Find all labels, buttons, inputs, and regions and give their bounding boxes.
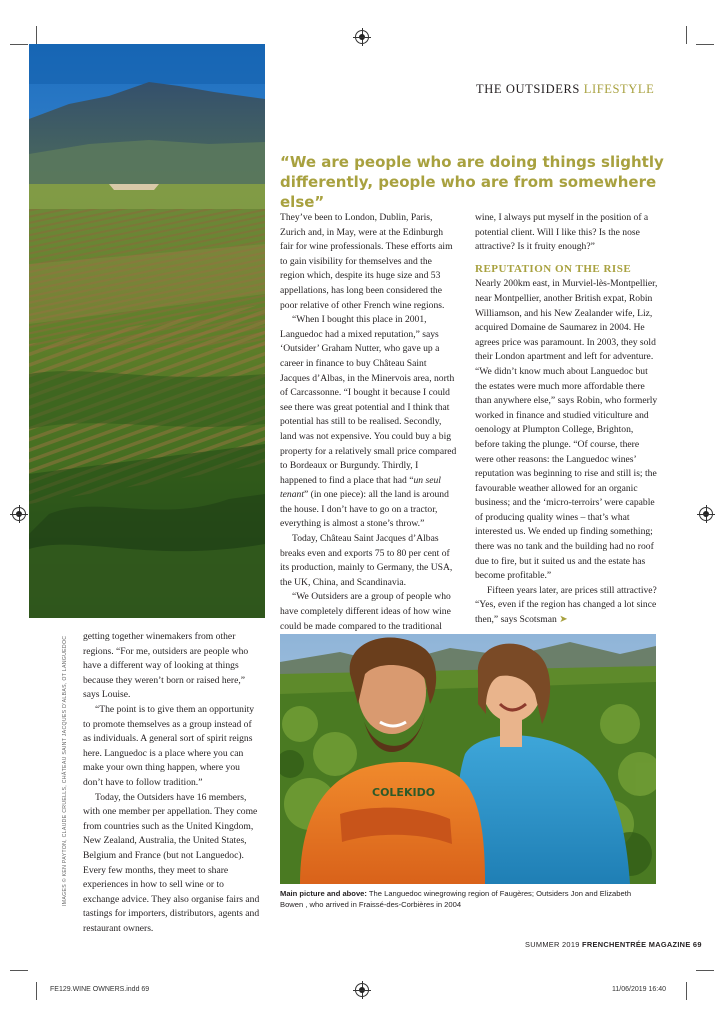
crop-mark <box>686 26 687 44</box>
paragraph-text: “When I bought this place in 2001, Languedoc had a mixed reputation,” says ‘Outsider’ Graham Nutter, who gave up a career in finance to buy Château Saint Jacques d’Albas, in the Minervois area, north of Carcassonne. “I bought it because I could see there was great potential and I think that potential has still to be realised. Secondly, land was not expensive. You could buy a big property for a relatively small price compared to Bordeaux or Burgundy. Thirdly, I happened to find a place that had “ <box>280 314 457 486</box>
french-phrase: un seul tenant <box>280 474 441 501</box>
registration-mark-icon <box>12 507 26 521</box>
paragraph: “The point is to give them an opportunity to promote themselves as a group instead of as individuals. A general sort of spirit reigns here. Languedoc is a place where you can make your own thing happen, where you don’t have to follow tradition.” <box>83 703 255 788</box>
subheading: REPUTATION ON THE RISE <box>475 262 632 275</box>
shirt-logo-text: COLEKIDO <box>372 786 436 799</box>
photo-caption <box>280 888 656 910</box>
photo-credits: IMAGES © KEN PAYTON, CLAUDE CRUELLS, CHÂTEAU SAINT JACQUES D’ALBAS, OT LANGUEDOC <box>62 635 68 906</box>
slug-filename: FE129.WINE OWNERS.indd 69 <box>50 986 150 993</box>
pull-quote: “We are people who are doing things slightly differently, people who are from somewhere else” <box>280 153 664 211</box>
paragraph: Nearly 200km east, in Murviel-lès-Montpellier, near Montpellier, another British expat, Robin Williamson, and his New Zealander wife, Liz, acquired Domaine de Saumarez in 2004. He agrees price was paramount. In 2003, they sold their London apartment and left for adventure. “We didn’t know much about Languedoc but the estates were much more affordable there than anywhere else,” says Robin, who formerly worked in finance and studied viticulture and oenology at Plumpton College, Brighton, before taking the plunge. “Of course, there were other reasons: the Languedoc wines’ reputation was beginning to rise and still is; the favourable weather allowed for an organic business; and the ‘micro-terroirs’ were capable of producing quality wines – that’s what interested us. We ended up finding something; there was no tank and the building had no roof due to fire, but it suited us and the estate has become profitable.” <box>475 278 658 582</box>
crop-mark <box>696 970 714 971</box>
section-accent: LIFESTYLE <box>583 82 655 96</box>
paragraph: Today, the Outsiders have 16 members, with one member per appellation. They come from countries such as the United Kingdom, New Zealand, Australia, the United States, Belgium and France (but not Languedoc). Every few months, they meet to share experiences in how to sell wine or to exchange advice. They also organise fairs and tastings for importers, distributors, agents and restaurant owners. <box>83 791 260 934</box>
vineyard-landscape-image <box>29 44 265 618</box>
couple-portrait-photo <box>280 634 656 884</box>
crop-mark <box>10 44 28 45</box>
section-header <box>476 82 654 97</box>
article-column-1 <box>280 211 457 663</box>
continue-arrow-icon: ➤ <box>559 614 568 626</box>
paragraph: They’ve been to London, Dublin, Paris, Zurich and, in May, were at the Edinburgh fair for wine professionals. These efforts aim to gain visibility for themselves and the region which, despite its huge size and 53 appellations, has long been considered the poor relative of other French wine regions. <box>280 212 453 311</box>
paragraph: Today, Château Saint Jacques d’Albas breaks even and exports 75 to 80 per cent of its production, mainly to Germany, the USA, the UK, China, and Scandinavia. <box>280 533 453 588</box>
section-name: THE OUTSIDERS <box>476 82 580 96</box>
page-number: 69 <box>692 940 702 949</box>
issue-date: SUMMER 2019 <box>525 940 580 949</box>
paragraph: wine, I always put myself in the position of a potential client. Will I like this? Is the nose attractive? Is it fruity enough?” <box>475 212 649 253</box>
crop-mark <box>696 44 714 45</box>
paragraph: “We Outsiders are a group of people who have completely different ideas of how wine could be made compared to the traditional <box>280 591 451 632</box>
crop-mark <box>36 26 37 44</box>
paragraph: getting together winemakers from other regions. “For me, outsiders are people who have a different way of looking at things because they weren’t born or raised here,” says Louise. <box>83 631 249 701</box>
crop-mark <box>10 970 28 971</box>
crop-mark <box>36 982 37 1000</box>
registration-mark-icon <box>699 507 713 521</box>
paragraph-text: Fifteen years later, are prices still attractive? “Yes, even if the region has changed a lot since then,” says Scotsman <box>475 584 657 626</box>
slug-timestamp: 11/06/2019 16:40 <box>612 986 666 993</box>
paragraph <box>475 584 660 628</box>
registration-mark-icon <box>355 983 369 997</box>
page-folio <box>525 940 702 949</box>
article-column-3 <box>83 630 261 936</box>
article-column-2 <box>475 211 660 628</box>
paragraph <box>280 313 457 532</box>
caption-lead: Main picture and above: <box>280 889 367 898</box>
caption-text: The Languedoc winegrowing region of Faugères; Outsiders Jon and Elizabeth Bowen , who arrived in Fraissé-des-Corbières in 2004 <box>280 889 632 909</box>
registration-mark-icon <box>355 30 369 44</box>
crop-mark <box>686 982 687 1000</box>
magazine-name: FRENCHENTRÉE MAGAZINE <box>582 940 691 949</box>
paragraph-text: ” (in one piece): all the land is around the house. I don’t have to go on a tractor, everything is almost a stone’s throw.” <box>280 489 449 530</box>
